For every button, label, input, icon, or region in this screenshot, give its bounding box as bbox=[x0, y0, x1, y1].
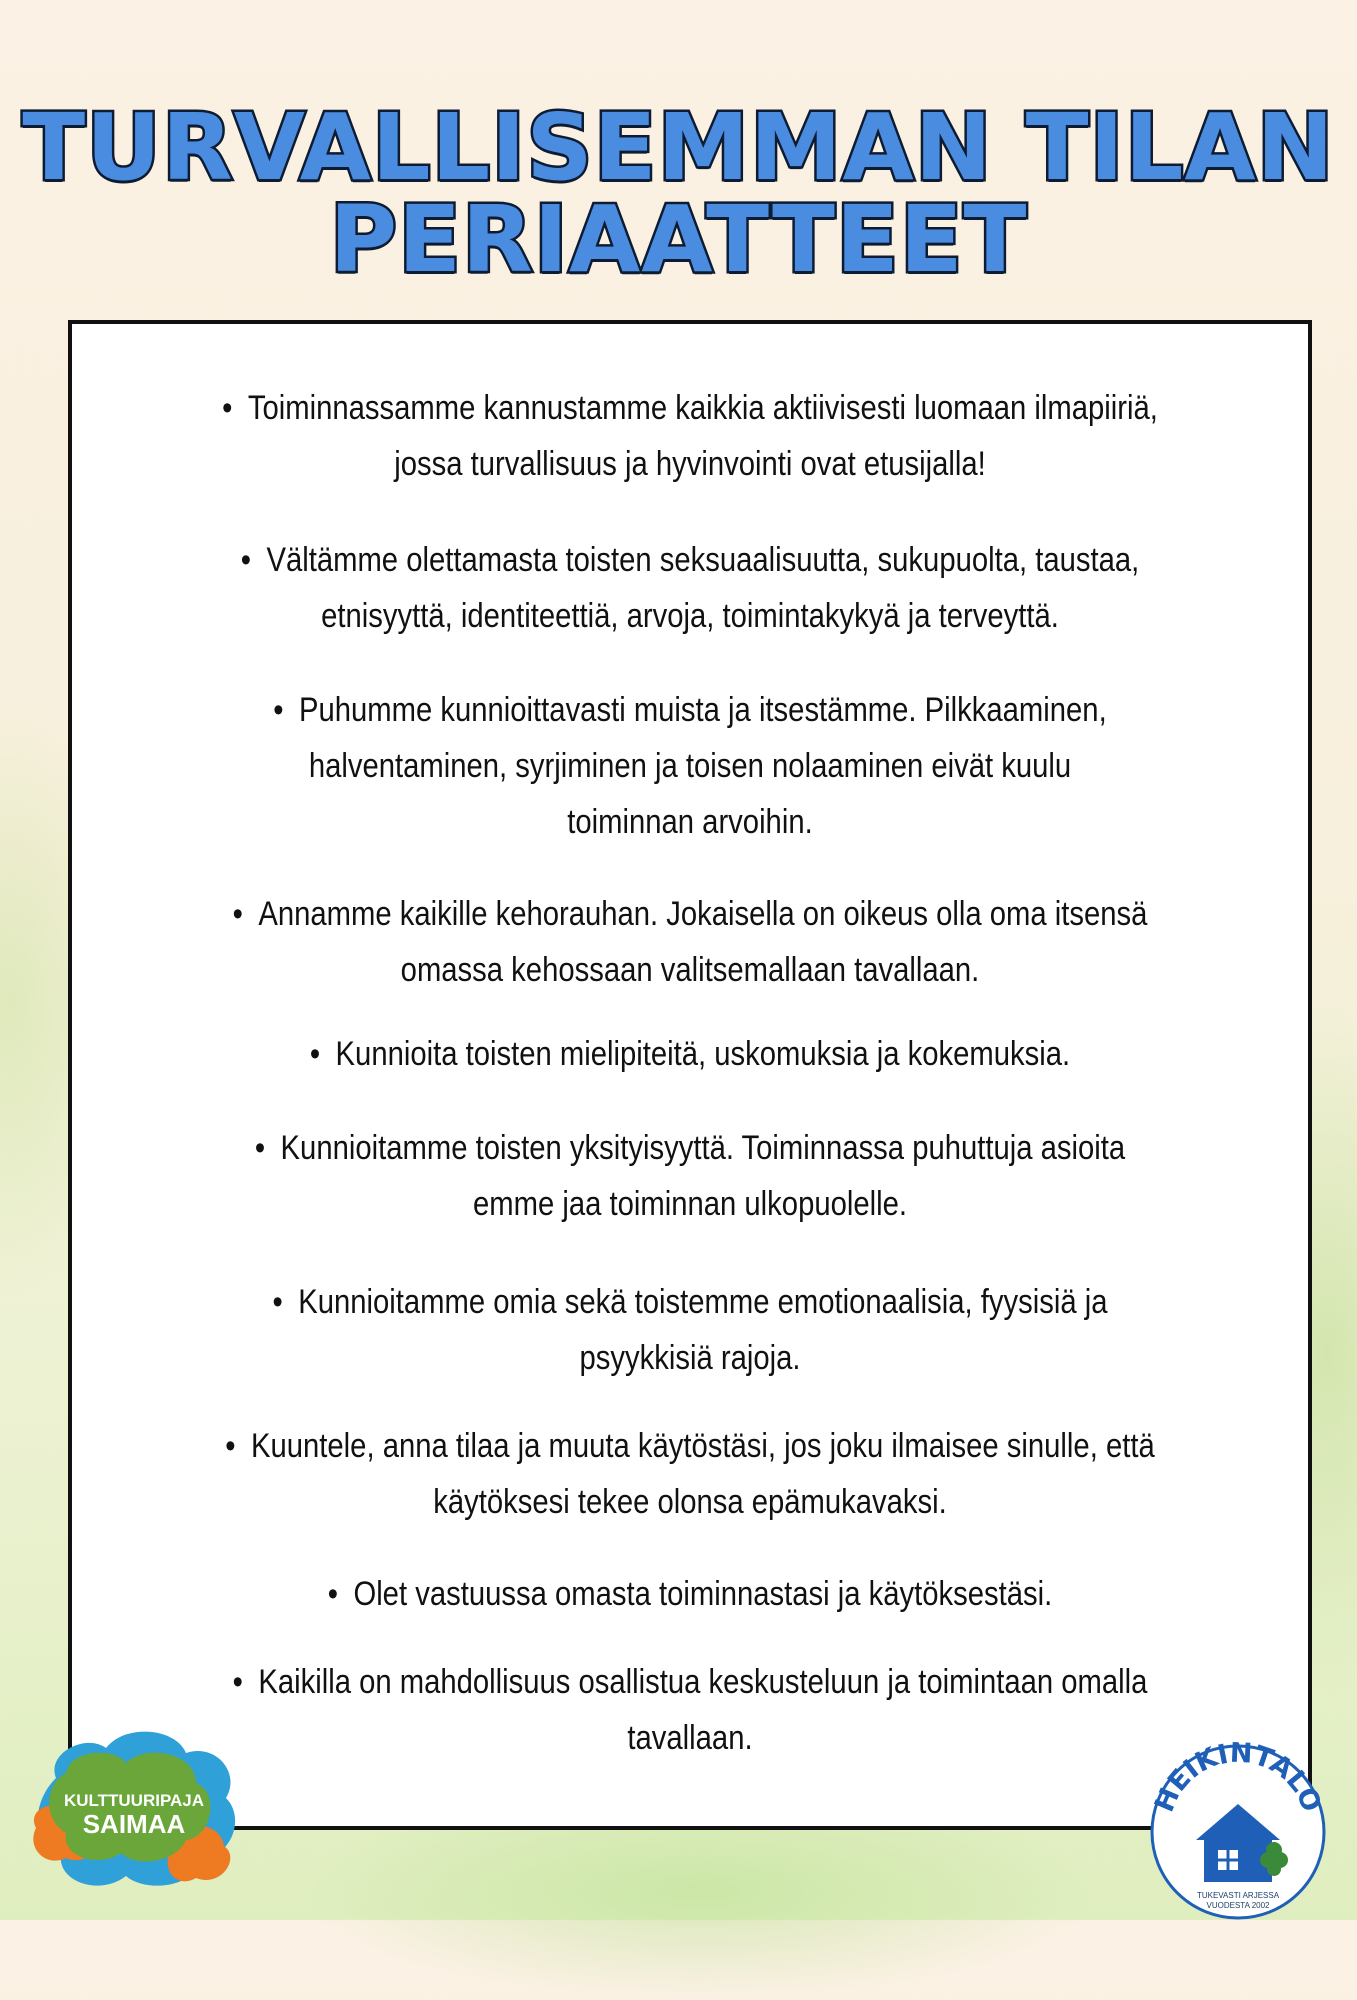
item-text: omassa kehossaan valitsemallaan tavallaan. bbox=[400, 951, 980, 989]
item-text: psyykkisiä rajoja. bbox=[579, 1339, 801, 1377]
item-text: halventaminen, syrjiminen ja toisen nolaaminen eivät kuulu bbox=[308, 747, 1072, 785]
page-title bbox=[0, 94, 1357, 293]
item-text: Kaikilla on mahdollisuus osallistua keskusteluun ja toimintaan omalla bbox=[258, 1663, 1148, 1701]
item-text: Annamme kaikille kehorauhan. Jokaisella on oikeus olla oma itsensä bbox=[258, 895, 1148, 933]
list-item bbox=[159, 1274, 1222, 1386]
item-text: Vältämme olettamasta toisten seksuaalisuutta, sukupuolta, taustaa, bbox=[266, 541, 1140, 579]
list-item bbox=[159, 682, 1222, 850]
item-text: Kunnioitamme omia sekä toistemme emotionaalisia, fyysisiä ja bbox=[298, 1283, 1108, 1321]
item-text: Kuuntele, anna tilaa ja muuta käytöstäsi, jos joku ilmaisee sinulle, että bbox=[251, 1427, 1155, 1465]
list-item bbox=[159, 532, 1222, 644]
item-text: Olet vastuussa omasta toiminnastasi ja käytöksestäsi. bbox=[353, 1575, 1053, 1613]
item-text: tavallaan. bbox=[627, 1719, 753, 1757]
bullet: • bbox=[222, 389, 233, 427]
list-item bbox=[159, 1120, 1222, 1232]
bullet: • bbox=[254, 1129, 266, 1167]
item-text: etnisyyttä, identiteettiä, arvoja, toimintakykyä ja terveyttä. bbox=[321, 597, 1059, 635]
list-item bbox=[159, 380, 1222, 492]
list-item bbox=[159, 1566, 1222, 1622]
bullet: • bbox=[225, 1427, 236, 1465]
bullet: • bbox=[327, 1575, 338, 1613]
list-item bbox=[159, 1418, 1222, 1530]
bullet: • bbox=[232, 895, 243, 933]
list-item bbox=[159, 886, 1222, 998]
bullet: • bbox=[240, 541, 251, 579]
item-text: Puhumme kunnioittavasti muista ja itsestämme. Pilkkaaminen, bbox=[299, 691, 1107, 729]
bullet: • bbox=[272, 1283, 283, 1321]
item-text: jossa turvallisuus ja hyvinvointi ovat etusijalla! bbox=[394, 445, 986, 483]
principles-card bbox=[68, 320, 1312, 1830]
logo-text-line1: KULTTUURIPAJA bbox=[63, 1791, 205, 1810]
item-text: Kunnioita toisten mielipiteitä, uskomuksia ja kokemuksia. bbox=[335, 1035, 1071, 1073]
item-text: Kunnioitamme toisten yksityisyyttä. Toiminnassa puhuttuja asioita bbox=[280, 1129, 1126, 1167]
title-line-1: TURVALLISEMMAN TILAN bbox=[22, 94, 1335, 201]
title-line-2: PERIAATTEET bbox=[329, 186, 1028, 293]
item-text: käytöksesi tekee olonsa epämukavaksi. bbox=[433, 1483, 947, 1521]
bullet: • bbox=[232, 1663, 243, 1701]
kulttuuripaja-saimaa-logo bbox=[26, 1718, 248, 1898]
item-text: toiminnan arvoihin. bbox=[567, 803, 813, 841]
heikintalo-tagline-1: TUKEVASTI ARJESSA bbox=[1196, 1891, 1280, 1900]
heikintalo-tagline-2: VUODESTA 2002 bbox=[1206, 1901, 1270, 1910]
item-text: Toiminnassamme kannustamme kaikkia aktiivisesti luomaan ilmapiiriä, bbox=[247, 389, 1158, 427]
item-text: emme jaa toiminnan ulkopuolelle. bbox=[473, 1185, 907, 1223]
heikintalo-logo bbox=[1148, 1742, 1328, 1922]
heikintalo-name: HEIKINTALO bbox=[1148, 1742, 1328, 1817]
bullet: • bbox=[309, 1035, 321, 1073]
list-item bbox=[159, 1654, 1222, 1766]
list-item bbox=[159, 1026, 1222, 1082]
bullet: • bbox=[273, 691, 284, 729]
logo-text-line2: SAIMAA bbox=[82, 1809, 186, 1839]
